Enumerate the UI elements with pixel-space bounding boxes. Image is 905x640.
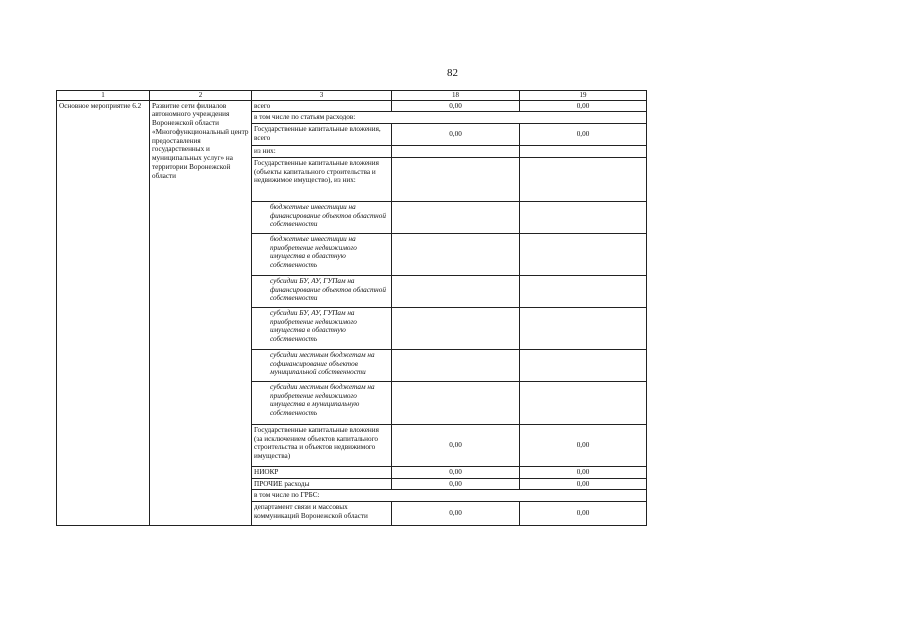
row-value-19 [520, 146, 647, 158]
table-row [57, 100, 647, 112]
row-label: бюджетные инвестиции на приобретение недвижимого имущества в областную собственность [252, 233, 392, 275]
row-label: департамент связи и массовых коммуникаций Воронежской области [252, 502, 392, 526]
row-value-19: 0,00 [520, 466, 647, 478]
row-value-18: 0,00 [392, 124, 520, 146]
row-label: Государственные капитальные вложения (объекты капитального строительства и недвижимое имущество), из них: [252, 157, 392, 201]
header-col-1: 1 [57, 91, 150, 101]
row-label: субсидии БУ, АУ, ГУПам на финансирование объектов областной собственности [252, 275, 392, 307]
row-value-19 [520, 381, 647, 424]
row-value-18: 0,00 [392, 424, 520, 466]
row-value-18: 0,00 [392, 466, 520, 478]
row-value-19 [520, 349, 647, 381]
row-label: всего [252, 100, 392, 112]
row-value-19: 0,00 [520, 478, 647, 490]
row-value-18 [392, 201, 520, 233]
event-description-cell: Развитие сети филиалов автономного учреждения Воронежской области «Многофункциональный центр предоставления государственных и муниципальных услуг» на территории Воронежской области [150, 100, 252, 526]
row-value-18 [392, 275, 520, 307]
row-value-19 [520, 275, 647, 307]
row-value-18 [392, 381, 520, 424]
row-value-18: 0,00 [392, 478, 520, 490]
header-col-2: 2 [150, 91, 252, 101]
row-label: Государственные капитальные вложения, всего [252, 124, 392, 146]
row-value-19: 0,00 [520, 100, 647, 112]
row-label: Государственные капитальные вложения (за исключением объектов капитального строительства и объектов недвижимого имущества) [252, 424, 392, 466]
event-name-cell: Основное мероприятие 6.2 [57, 100, 150, 526]
row-value-19: 0,00 [520, 502, 647, 526]
row-value-19 [520, 201, 647, 233]
row-label: субсидии местным бюджетам на софинансирование объектов муниципальной собственности [252, 349, 392, 381]
row-label: бюджетные инвестиции на финансирование объектов областной собственности [252, 201, 392, 233]
row-value-19 [520, 307, 647, 349]
header-col-18: 18 [392, 91, 520, 101]
header-col-3: 3 [252, 91, 392, 101]
row-value-18 [392, 146, 520, 158]
header-col-19: 19 [520, 91, 647, 101]
row-label: субсидии местным бюджетам на приобретение недвижимого имущества в муниципальную собственность [252, 381, 392, 424]
row-value-19 [520, 157, 647, 201]
row-value-18: 0,00 [392, 502, 520, 526]
row-label: из них: [252, 146, 392, 158]
row-value-19: 0,00 [520, 424, 647, 466]
page-number: 82 [447, 67, 458, 79]
row-value-18 [392, 233, 520, 275]
row-label: ПРОЧИЕ расходы [252, 478, 392, 490]
budget-table [56, 90, 647, 526]
row-label: в том числе по статьям расходов: [252, 112, 647, 124]
header-row [57, 91, 647, 101]
row-value-18 [392, 349, 520, 381]
row-label: НИОКР [252, 466, 392, 478]
row-label: субсидии БУ, АУ, ГУПам на приобретение недвижимого имущества в областную собственность [252, 307, 392, 349]
row-label: в том числе по ГРБС: [252, 490, 647, 502]
row-value-19 [520, 233, 647, 275]
row-value-18 [392, 157, 520, 201]
row-value-19: 0,00 [520, 124, 647, 146]
row-value-18 [392, 307, 520, 349]
row-value-18: 0,00 [392, 100, 520, 112]
